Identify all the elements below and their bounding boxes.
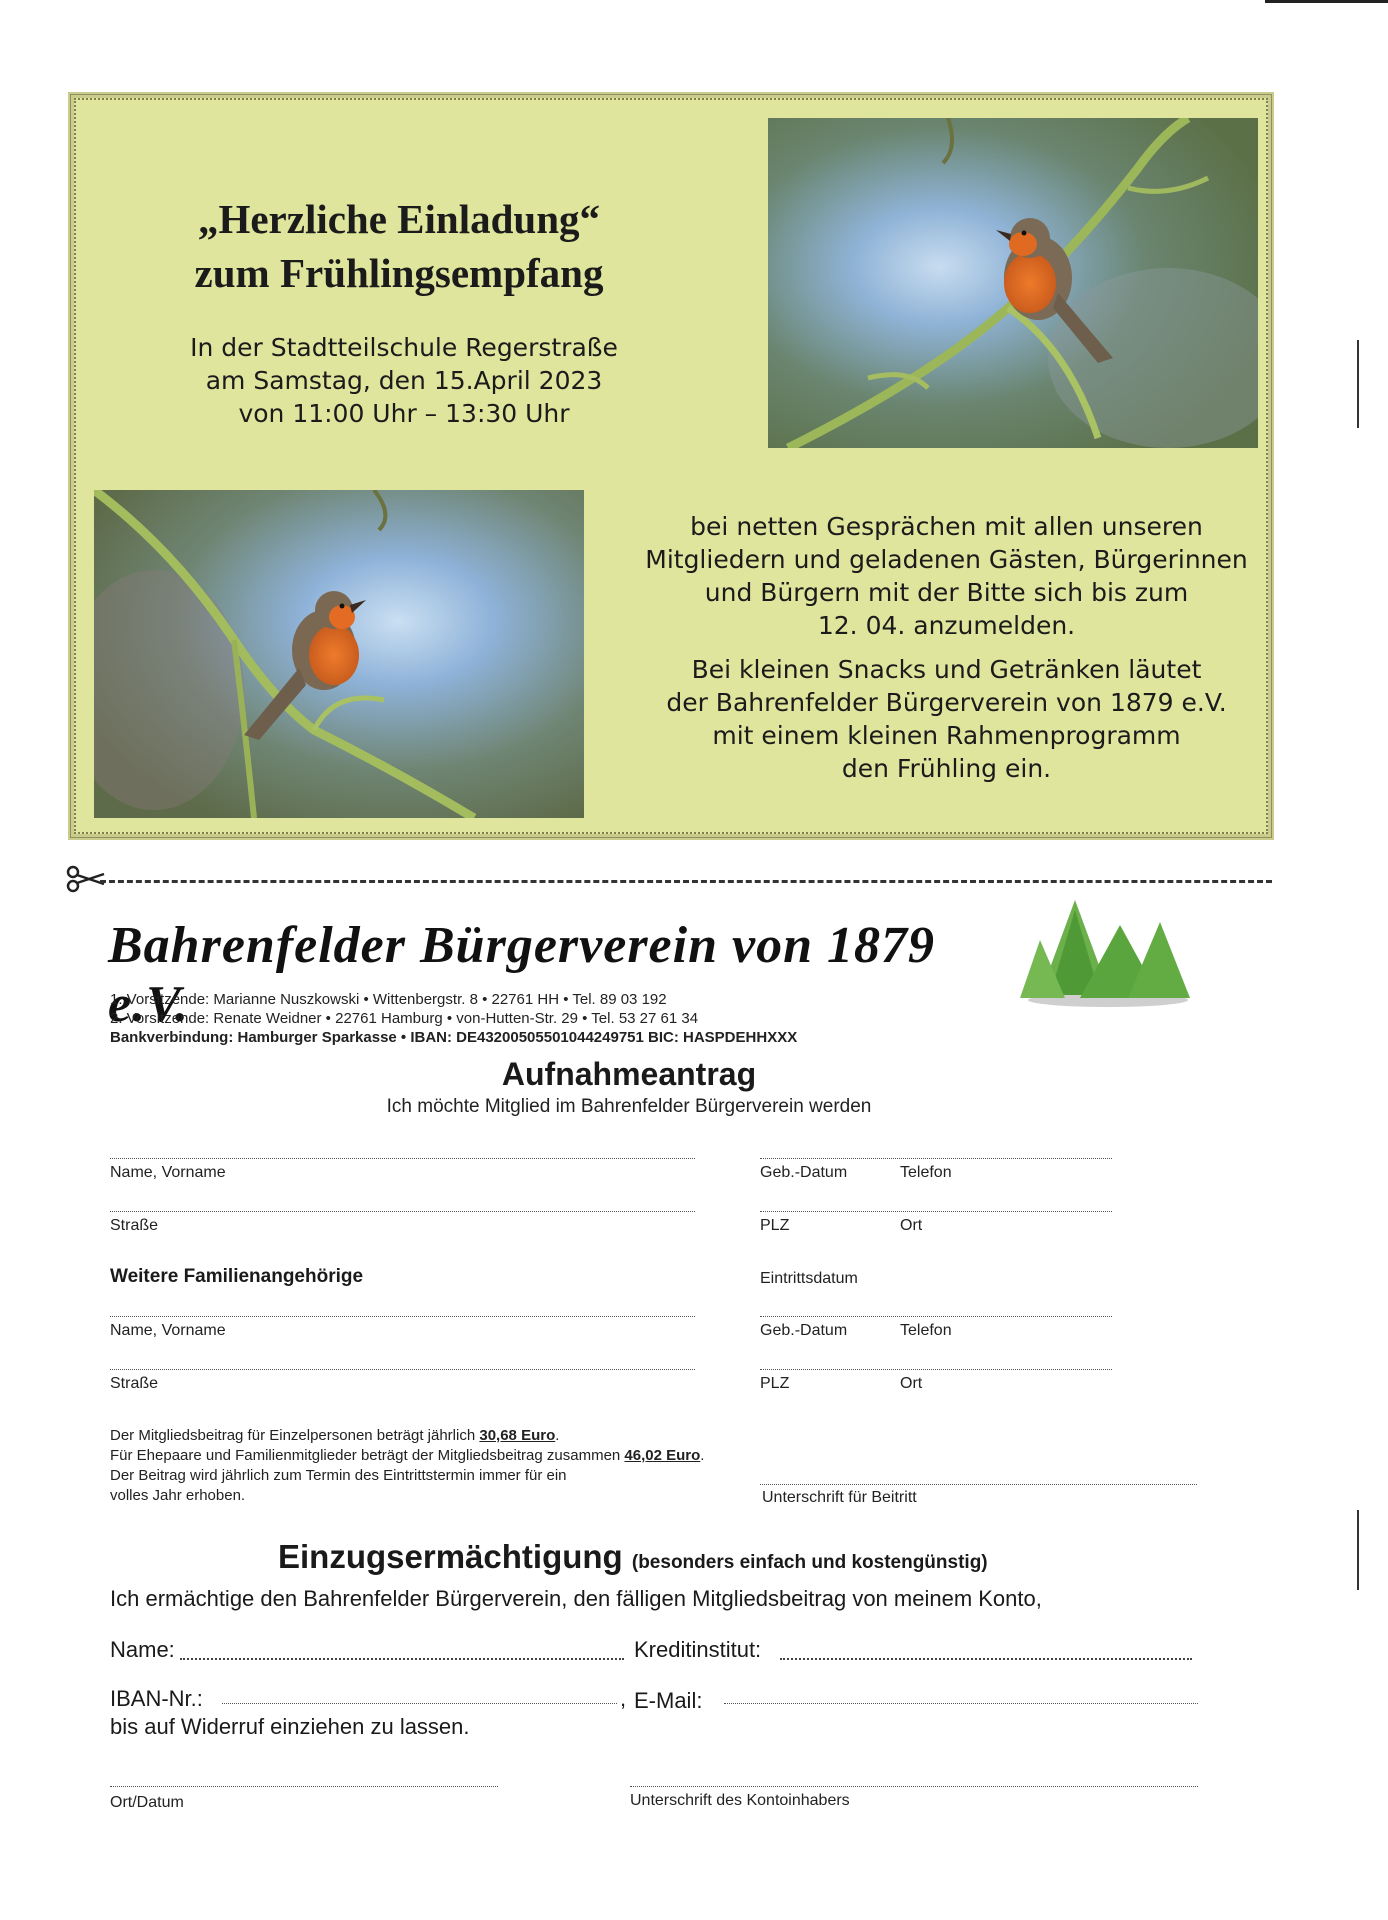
family-birth-phone-field[interactable] [760,1316,1112,1317]
sepa-end-text: bis auf Widerruf einziehen zu lassen. [110,1714,470,1739]
sepa-email-input[interactable] [724,1703,1198,1704]
invitation-paragraph: bei netten Gesprächen mit allen unseren Mitgliedern und geladenen Gästen, Bürgerinnen und Bürgern mit der Bitte sich bis zum 12. 04. anzumelden. [645,512,1248,640]
street-field[interactable] [110,1211,695,1212]
holder-signature-label: Unterschrift des Kontoinhabers [630,1792,850,1809]
invitation-text [619,510,1274,785]
fee-notes [110,1426,790,1506]
family-fee: 46,02 Euro [624,1447,701,1464]
scan-mark [1357,1510,1359,1590]
family-name-label: Name, Vorname [110,1322,226,1339]
sepa-text: Ich ermächtige den Bahrenfelder Bürgerverein, den fälligen Mitgliedsbeitrag von meinem Konto, [110,1586,1042,1611]
sepa-name-input[interactable] [180,1658,624,1660]
contact-line: 2. Vorsitzende: Renate Weidner • 22761 Hamburg • von-Hutten-Str. 29 • Tel. 53 27 61 34 [110,1010,699,1027]
sepa-iban-input[interactable] [222,1703,617,1704]
family-birth-label: Geb.-Datum [760,1322,848,1339]
zip-city-field[interactable] [760,1211,1112,1212]
fee-note-line: Der Beitrag wird jährlich zum Termin des Eintrittstermin immer für ein [110,1467,567,1484]
robin-image [94,490,584,818]
membership-signature-label: Unterschrift für Beitritt [762,1489,917,1506]
form-title: Aufnahmeantrag [501,1056,757,1092]
birth-label: Geb.-Datum [760,1164,848,1181]
sepa-name-label: Name: [110,1637,175,1662]
robin-image [768,118,1258,448]
membership-signature-field[interactable] [760,1484,1197,1485]
robin-photo-top [768,118,1258,448]
scissors-icon [66,864,106,894]
contact-block [110,990,797,1047]
family-name-field[interactable] [110,1316,695,1317]
family-phone-label: Telefon [900,1322,952,1339]
name-label: Name, Vorname [110,1164,226,1181]
sepa-iban-label: IBAN-Nr.: [110,1686,203,1711]
name-field[interactable] [110,1158,695,1159]
form-subtitle: Ich möchte Mitglied im Bahrenfelder Bürgerverein werden [386,1096,872,1117]
invitation-card [68,92,1274,840]
entry-date-label: Eintrittsdatum [760,1270,858,1287]
contact-line: 1. Vorsitzende: Marianne Nuszkowski • Wittenbergstr. 8 • 22761 HH • Tel. 89 03 192 [110,991,667,1008]
fee-note-line: volles Jahr erhoben. [110,1487,246,1504]
sepa-bank-input[interactable] [780,1658,1192,1660]
event-date: am Samstag, den 15.April 2023 [205,366,603,395]
cut-line [100,880,1272,883]
city-label: Ort [900,1217,923,1234]
phone-label: Telefon [900,1164,952,1181]
invitation-paragraph: Bei kleinen Snacks und Getränken läutet der Bahrenfelder Bürgerverein von 1879 e.V. mit einem kleinen Rahmenprogramm den Frühling ein. [666,655,1227,783]
robin-photo-bottom [94,490,584,818]
sepa-title-note: (besonders einfach und kostengünstig) [631,1552,988,1573]
holder-signature-field[interactable] [630,1786,1198,1787]
sepa-comma: , [620,1686,627,1711]
family-city-label: Ort [900,1375,923,1392]
event-location: In der Stadtteilschule Regerstraße [190,333,618,362]
birth-phone-field[interactable] [760,1158,1112,1159]
zip-label: PLZ [760,1217,790,1234]
fee-note-line: Für Ehepaare und Familienmitglieder beträgt der Mitgliedsbeitrag zusammen 46,02 Euro. [110,1447,705,1464]
single-fee: 30,68 Euro [479,1427,556,1444]
scan-edge [1265,0,1388,3]
place-date-label: Ort/Datum [110,1794,184,1811]
headline-line: „Herzliche Einladung“ [197,196,601,242]
sepa-bank-label: Kreditinstitut: [634,1637,762,1662]
association-name: Bahrenfelder Bürgerverein von 1879 e.V. [108,917,935,1033]
family-street-label: Straße [110,1375,159,1392]
event-details [144,331,664,430]
bank-details: Bankverbindung: Hamburger Sparkasse • IBAN: DE43200505501044249751 BIC: HASPDEHHXXX [110,1029,798,1046]
family-zip-label: PLZ [760,1375,790,1392]
family-zip-city-field[interactable] [760,1369,1112,1370]
family-heading: Weitere Familienangehörige [110,1266,364,1287]
invitation-headline [174,192,624,300]
sepa-title: Einzugsermächtigung (besonders einfach und kostengünstig) [278,1538,988,1575]
place-date-field[interactable] [110,1786,498,1787]
headline-line: zum Frühlingsempfang [194,250,604,296]
fee-note-line: Der Mitgliedsbeitrag für Einzelpersonen beträgt jährlich 30,68 Euro. [110,1427,560,1444]
trees-logo-icon [1020,900,1190,1010]
event-time: von 11:00 Uhr – 13:30 Uhr [238,399,570,428]
street-label: Straße [110,1217,159,1234]
sepa-email-label: E-Mail: [634,1688,703,1713]
scan-mark [1357,340,1359,428]
family-street-field[interactable] [110,1369,695,1370]
